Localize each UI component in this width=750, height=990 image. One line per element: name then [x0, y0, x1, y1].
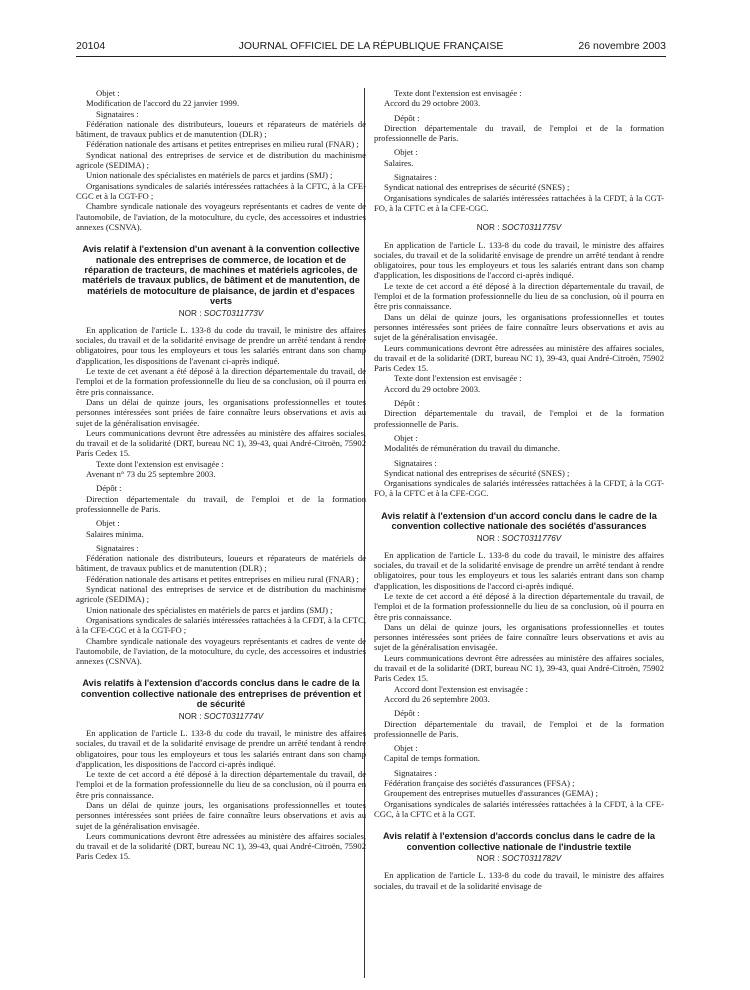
- signataires-list: [374, 468, 664, 499]
- objet-value: Capital de temps formation.: [384, 753, 480, 764]
- nor-reference: [76, 309, 366, 319]
- body-paragraph: Le texte de cet accord a été déposé à la direction départementale du travail, de l'emploi et de la formation professionnelle du lieu de sa conclusion, où il pourra en être pris connaissance.: [374, 590, 664, 622]
- nor-prefix: NOR :: [476, 223, 502, 233]
- body-paragraph: Le texte de cet accord a été déposé à la direction départementale du travail, de l'emploi et de la formation professionnelle du lieu de sa conclusion, où il pourra en être pris connaissance.: [76, 769, 366, 800]
- body-paragraph: En application de l'article L. 133-8 du code du travail, le ministre des affaires sociales, du travail et de la solidarité envisage de: [374, 870, 664, 891]
- body-paragraph: En application de l'article L. 133-8 du code du travail, le ministre des affaires sociales, du travail et de la solidarité envisage de prendre un arrêté tendant à rendre obligatoires, pour tous les employeurs et tous les salariés entrant dans son champ d'application, les dispositions de l'accord ci-après indiqué.: [374, 549, 664, 591]
- page-header: [76, 38, 666, 57]
- depot-value: Direction départementale du travail, de l'emploi et de la formation professionnelle de Paris.: [374, 408, 664, 429]
- signataire: Chambre syndicale nationale des voyageurs représentants et cadres de vente de l'automobile, de l'aviation, de la motoculture, du cycle, des accessoires et industries annexes (CSNVA).: [76, 201, 366, 232]
- signataire: Organisations syndicales de salariés intéressées rattachées à la CFDT, à la CGT-FO, à la CFTC et à la CFE-CGC.: [374, 192, 664, 213]
- body-paragraph: Leurs communications devront être adressées au ministère des affaires sociales, du travail et de la solidarité (DRT, bureau NC 1), 39-43, quai André-Citroën, 75902 Paris Cedex 15.: [374, 652, 664, 684]
- signataire: Syndicat national des entreprises de service et de distribution du machinisme agricole (SEDIMA) ;: [76, 149, 366, 171]
- texte-label: Texte dont l'extension est envisagée :: [394, 373, 522, 384]
- body-paragraph: Dans un délai de quinze jours, les organisations professionnelles et toutes personnes intéressées sont priées de faire connaître leurs observations et avis au sujet de la généralisation envisagée.: [374, 311, 664, 343]
- nor-prefix: NOR :: [476, 533, 502, 543]
- signataire: Union nationale des spécialistes en matériels de parcs et jardins (SMJ) ;: [86, 170, 333, 181]
- signataire: Fédération nationale des distributeurs, loueurs et réparateurs de matériels de bâtiment, de travaux publics et de manutention (DLR) ;: [76, 118, 366, 140]
- signataire: Syndicat national des entreprises de sécurité (SNES) ;: [384, 467, 570, 478]
- nor-code: SOCT0311773V: [203, 308, 264, 318]
- body-paragraph: En application de l'article L. 133-8 du code du travail, le ministre des affaires sociales, du travail et de la solidarité envisage de prendre un arrêté tendant à rendre obligatoires, pour tous les employeurs et tous les salariés entrant dans son champ d'application, les dispositions de l'accord ci-après indiqué.: [76, 727, 366, 769]
- signataires-label: Signataires :: [96, 108, 139, 119]
- objet-label: Objet :: [394, 147, 418, 158]
- texte-label: Texte dont l'extension est envisagée :: [394, 88, 522, 98]
- signataire: Groupement des entreprises mutuelles d'assurances (GEMA) ;: [384, 788, 598, 799]
- body-paragraph: Dans un délai de quinze jours, les organisations professionnelles et toutes personnes intéressées sont priées de faire connaître leurs observations et avis au sujet de la généralisation envisagée.: [76, 396, 366, 428]
- texte-value: Avenant n° 73 du 25 septembre 2003.: [86, 469, 216, 480]
- signataires-list: [374, 778, 664, 819]
- body-paragraph: En application de l'article L. 133-8 du code du travail, le ministre des affaires sociales, du travail et de la solidarité envisage de prendre un arrêté tendant à rendre obligatoires, pour tous les employeurs et tous les salariés entrant dans son champ d'application, les dispositions de l'avenant ci-après indiqué.: [76, 324, 366, 366]
- depot-value: Direction départementale du travail, de l'emploi et de la formation professionnelle de Paris.: [76, 493, 366, 514]
- depot-value: Direction départementale du travail, de l'emploi et de la formation professionnelle de Paris.: [374, 122, 664, 144]
- avis-title: Avis relatif à l'extension d'accords conclus dans le cadre de la convention collective nationale de l'industrie textile: [382, 831, 656, 852]
- nor-prefix: NOR :: [476, 854, 502, 864]
- page-number: 20104: [76, 40, 106, 52]
- signataire: Fédération nationale des artisans et petites entreprises en milieu rural (FNAR) ;: [86, 139, 359, 150]
- signataire: Syndicat national des entreprises de service et de distribution du machinisme agricole (SEDIMA) ;: [76, 584, 366, 605]
- texte-value: Accord du 29 octobre 2003.: [384, 383, 481, 394]
- body-paragraph: En application de l'article L. 133-8 du code du travail, le ministre des affaires sociales, du travail et de la solidarité envisage de prendre un arrêté tendant à rendre obligatoires, pour tous les employeurs et tous les salariés entrant dans son champ d'application, les dispositions de l'accord ci-après indiqué.: [374, 239, 664, 281]
- signataires-label: Signataires :: [394, 457, 437, 468]
- nor-reference: [374, 223, 664, 233]
- signataires-label: Signataires :: [394, 172, 437, 183]
- depot-label: Dépôt :: [394, 398, 420, 409]
- objet-value: Modification de l'accord du 22 janvier 1999.: [86, 98, 240, 109]
- signataire: Fédération française des sociétés d'assurances (FFSA) ;: [384, 778, 575, 789]
- nor-reference: [374, 534, 664, 544]
- signataire: Union nationale des spécialistes en matériels de parcs et jardins (SMJ) ;: [86, 604, 333, 615]
- signataire: Organisations syndicales de salariés intéressées rattachées à la CFDT, à la CFE-CGC, à la CFTC et à la CGT.: [374, 798, 664, 819]
- body-paragraph: Le texte de cet avenant a été déposé à la direction départementale du travail, de l'emploi et de la formation professionnelle du lieu de sa conclusion, où il pourra en être pris connaissance.: [76, 366, 366, 397]
- avis-title: Avis relatifs à l'extension d'accords conclus dans le cadre de la convention collective nationale des entreprises de prévention et de sécurité: [80, 678, 362, 710]
- signataires-label: Signataires :: [96, 542, 139, 553]
- signataires-label: Signataires :: [394, 767, 437, 778]
- signataire: Chambre syndicale nationale des voyageurs représentants et cadres de vente de l'automobile, de l'aviation, de la motoculture, du cycle, des accessoires et industries annexes (CSNVA).: [76, 635, 366, 667]
- signataire: Organisations syndicales de salariés intéressées rattachées à la CFDT, à la CGT-FO, à la CFTC et à la CFE-CGC.: [374, 478, 664, 499]
- journal-title: JOURNAL OFFICIEL DE LA RÉPUBLIQUE FRANÇAISE: [238, 40, 504, 52]
- signataire: Fédération nationale des distributeurs, loueurs et réparateurs de matériels de bâtiment, de travaux publics et de manutention (DLR) ;: [76, 553, 366, 574]
- signataires-list: [76, 119, 366, 232]
- body-paragraph: Leurs communications devront être adressées au ministère des affaires sociales, du travail et de la solidarité (DRT, bureau NC 1), 39-43, quai André-Citroën, 75902 Paris Cedex 15.: [76, 427, 366, 459]
- signataire: Organisations syndicales de salariés intéressées rattachées à la CFTC, à la CFE-CGC et à la CGT-FO ;: [76, 180, 366, 201]
- signataire: Syndicat national des entreprises de sécurité (SNES) ;: [384, 182, 570, 193]
- depot-label: Dépôt :: [394, 112, 420, 123]
- body-paragraph: Dans un délai de quinze jours, les organisations professionnelles et toutes personnes intéressées sont priées de faire connaître leurs observations et avis au sujet de la généralisation envisagée.: [76, 799, 366, 831]
- depot-label: Dépôt :: [394, 708, 420, 719]
- objet-label: Objet :: [394, 432, 418, 443]
- body-paragraph: Leurs communications devront être adressées au ministère des affaires sociales, du travail et de la solidarité (DRT, bureau NC 1), 39-43, quai André-Citroën, 75902 Paris Cedex 15.: [374, 342, 664, 374]
- signataire: Fédération nationale des artisans et petites entreprises en milieu rural (FNAR) ;: [86, 573, 359, 584]
- depot-label: Dépôt :: [96, 483, 122, 494]
- texte-value: Accord du 29 octobre 2003.: [384, 98, 481, 109]
- left-column: [76, 88, 366, 862]
- objet-value: Salaires minima.: [86, 528, 144, 539]
- signataires-list: [374, 182, 664, 213]
- issue-date: 26 novembre 2003: [578, 40, 666, 52]
- body-paragraph: Leurs communications devront être adressées au ministère des affaires sociales, du travail et de la solidarité (DRT, bureau NC 1), 39-43, quai André-Citroën, 75902 Paris Cedex 15.: [76, 830, 366, 862]
- depot-value: Direction départementale du travail, de l'emploi et de la formation professionnelle de Paris.: [374, 718, 664, 739]
- nor-reference: [374, 854, 664, 864]
- signataire: Organisations syndicales de salariés intéressées rattachées à la CFDT, à la CFTC, à la CFE-CGC et à la CGT-FO ;: [76, 614, 366, 636]
- body-paragraph: Dans un délai de quinze jours, les organisations professionnelles et toutes personnes intéressées sont priées de faire connaître leurs observations et avis au sujet de la généralisation envisagée.: [374, 621, 664, 653]
- body-paragraph: Le texte de cet accord a été déposé à la direction départementale du travail, de l'emploi et de la formation professionnelle du lieu de sa conclusion, où il pourra en être pris connaissance.: [374, 280, 664, 312]
- nor-code: SOCT0311776V: [501, 533, 562, 543]
- objet-value: Modalités de rémunération du travail du dimanche.: [384, 443, 560, 454]
- nor-code: SOCT0311774V: [203, 711, 264, 721]
- nor-prefix: NOR :: [178, 711, 204, 721]
- nor-prefix: NOR :: [178, 308, 204, 318]
- objet-value: Salaires.: [384, 157, 414, 168]
- texte-value: Accord du 26 septembre 2003.: [384, 693, 490, 704]
- avis-title: Avis relatif à l'extension d'un accord conclu dans le cadre de la convention collective nationale des sociétés d'assurances: [381, 510, 657, 532]
- nor-reference: [76, 712, 366, 722]
- nor-code: SOCT0311782V: [501, 854, 562, 864]
- nor-code: SOCT0311775V: [501, 223, 562, 233]
- right-column: [374, 88, 664, 891]
- signataires-list: [76, 553, 366, 666]
- texte-label: Texte dont l'extension est envisagée :: [96, 458, 224, 469]
- objet-label: Objet :: [394, 743, 418, 754]
- texte-label: Accord dont l'extension est envisagée :: [394, 683, 528, 694]
- objet-label: Objet :: [96, 88, 120, 98]
- avis-title: Avis relatif à l'extension d'un avenant à la convention collective nationale des entreprises de commerce, de location et de réparation de tracteurs, de machines et matériels agricoles, de matériels de travaux publics, de bâtiment et de manutention, de matériels de motoculture de plaisance, de jardin et d'espaces verts: [82, 244, 360, 307]
- objet-label: Objet :: [96, 518, 120, 529]
